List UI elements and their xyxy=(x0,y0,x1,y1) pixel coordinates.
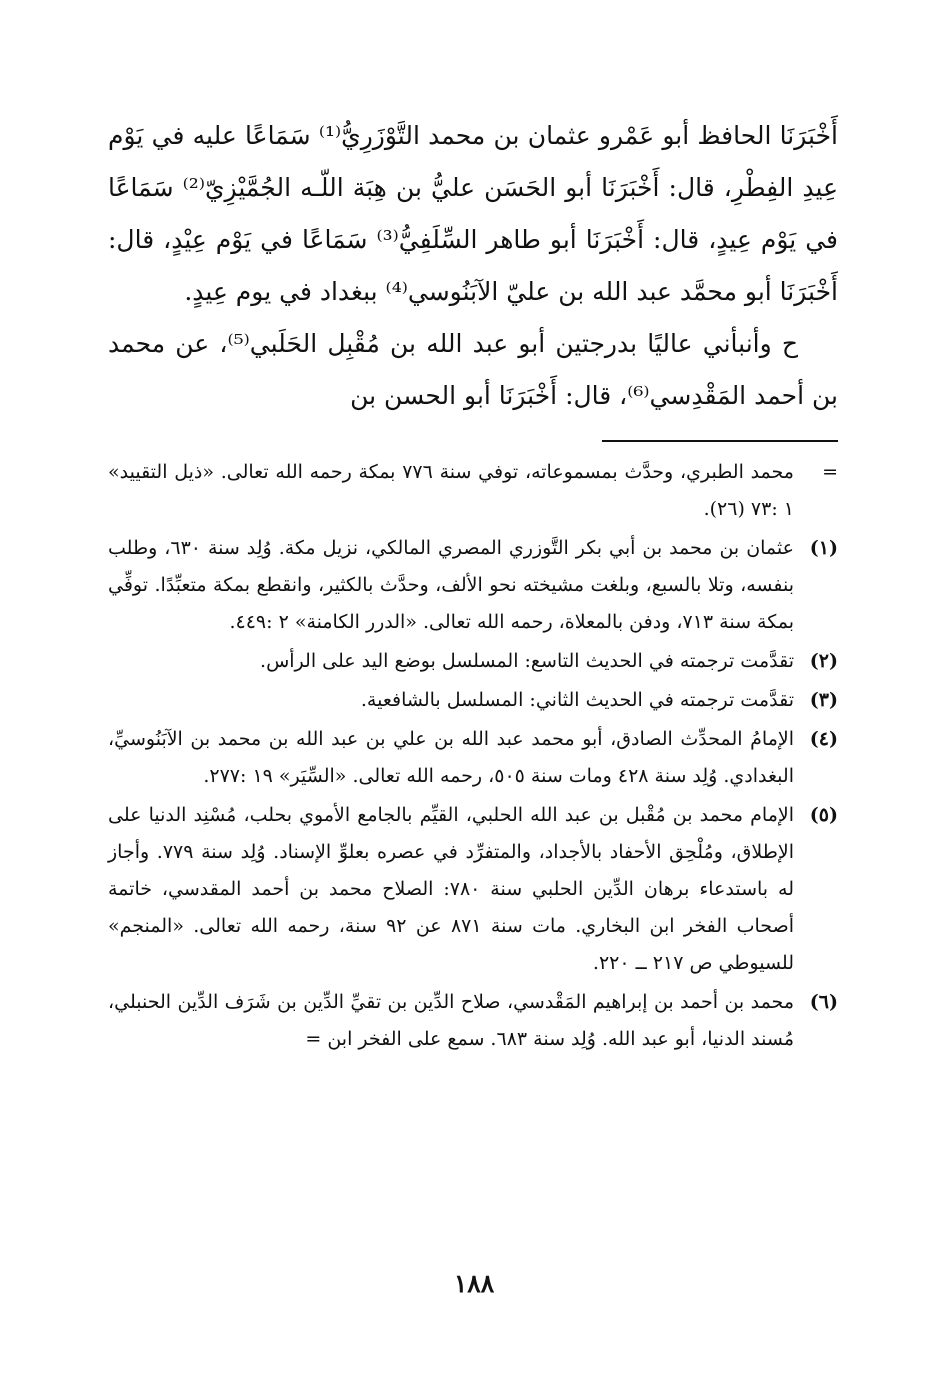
book-page xyxy=(108,110,838,1316)
footnote-number: (٦) xyxy=(809,991,838,1013)
footnote-text: الإمام محمد بن مُقْبل بن عبد الله الحلبي، القيِّم بالجامع الأموي بحلب، مُسْنِد الدنيا على الإطلاق، ومُلْحِق الأحفاد بالأجداد، والمتفرِّد في عصره بعلوِّ الإسناد. وُلِد سنة ٧٧٩. وأجاز له باستدعاء برهان الدِّين الحلبي سنة ٧٨٠: الصلاح محمد بن أحمد المقدسي، خاتمة أصحاب الفخر ابن البخاري. مات سنة ٨٧١ عن ٩٢ سنة، رحمه الله تعالى. «المنجم» للسيوطي ص ٢١٧ ــ ٢٢٠. xyxy=(108,804,794,974)
main-text xyxy=(108,110,838,422)
footnote-text: تقدَّمت ترجمته في الحديث التاسع: المسلسل بوضع اليد على الرأس. xyxy=(260,650,794,672)
footnotes xyxy=(108,454,838,1058)
footnote-number: (٤) xyxy=(809,728,838,750)
footnote-separator-wrap xyxy=(108,422,838,454)
footnote-item xyxy=(108,797,838,982)
footnote-number: (١) xyxy=(809,537,838,559)
footnote-text: محمد الطبري، وحدَّث بمسموعاته، توفي سنة ٧٧٦ بمكة رحمه الله تعالى. «ذيل التقييد» ١ :٧٣ (٢٦). xyxy=(108,461,794,520)
footnote-text: الإمامُ المحدِّث الصادق، أبو محمد عبد الله بن علي بن عبد الله بن محمد بن الآبَنُوسيِّ، البغدادي. وُلِد سنة ٤٢٨ ومات سنة ٥٠٥، رحمه الله تعالى. «السِّيَر» ١٩ :٢٧٧. xyxy=(108,728,794,787)
footnote-continuation xyxy=(108,454,838,528)
page-number: ١٨٨ xyxy=(453,1269,495,1298)
footnote-text: محمد بن أحمد بن إبراهيم المَقْدسي، صلاح الدِّين بن تقيِّ الدِّين بن شَرَف الدِّين الحنبلي، مُسند الدنيا، أبو عبد الله. وُلِد سنة ٦٨٣. سمع على الفخر ابن = xyxy=(108,991,794,1050)
footnote-item xyxy=(108,682,838,719)
footnote-text: عثمان بن محمد بن أبي بكر التَّوزري المصري المالكي، نزيل مكة. وُلِد سنة ٦٣٠، وطلب بنفسه، وتلا بالسبع، وبلغت مشيخته نحو الألف، وحدَّث بالكثير، وانقطع بمكة متعبِّدًا. توفِّي بمكة سنة ٧١٣، ودفن بالمعلاة، رحمه الله تعالى. «الدرر الكامنة» ٢ :٤٤٩. xyxy=(108,537,794,633)
footnote-item xyxy=(108,984,838,1058)
footnote-number: (٣) xyxy=(809,689,838,711)
footnote-number: (٥) xyxy=(809,804,838,826)
footnote-separator xyxy=(602,440,838,442)
footnote-number: (٢) xyxy=(809,650,838,672)
main-paragraph: ح وأنبأني عاليًا بدرجتين أبو عبد الله بن مُقْبِل الحَلَبي⁽⁵⁾، عن محمد بن أحمد المَقْدِسي⁽⁶⁾، قال: أَخْبَرَنَا أبو الحسن بن xyxy=(108,329,838,410)
main-paragraph: أَخْبَرَنَا الحافظ أبو عَمْرو عثمان بن محمد التَّوْزَرِيُّ⁽¹⁾ سَمَاعًا عليه في يَوْم عِيدِ الفِطْرِ، قال: أَخْبَرَنَا أبو الحَسَن عليُّ بن هِبَة اللّـه الجُمَّيْزِيّ⁽²⁾ سَمَاعًا في يَوْم عِيدٍ، قال: أَخْبَرَنَا أبو طاهر السِّلَفِيُّ⁽³⁾ سَمَاعًا في يَوْم عِيْدٍ، قال: أَخْبَرَنَا أبو محمَّد عبد الله بن عليّ الآبَنُوسي⁽⁴⁾ ببغداد في يوم عِيدٍ. xyxy=(108,121,839,306)
footnote-continuation-marker: = xyxy=(822,461,838,483)
footnote-item xyxy=(108,643,838,680)
footnote-text: تقدَّمت ترجمته في الحديث الثاني: المسلسل بالشافعية. xyxy=(360,689,794,711)
footnote-item xyxy=(108,530,838,641)
footnote-item xyxy=(108,721,838,795)
